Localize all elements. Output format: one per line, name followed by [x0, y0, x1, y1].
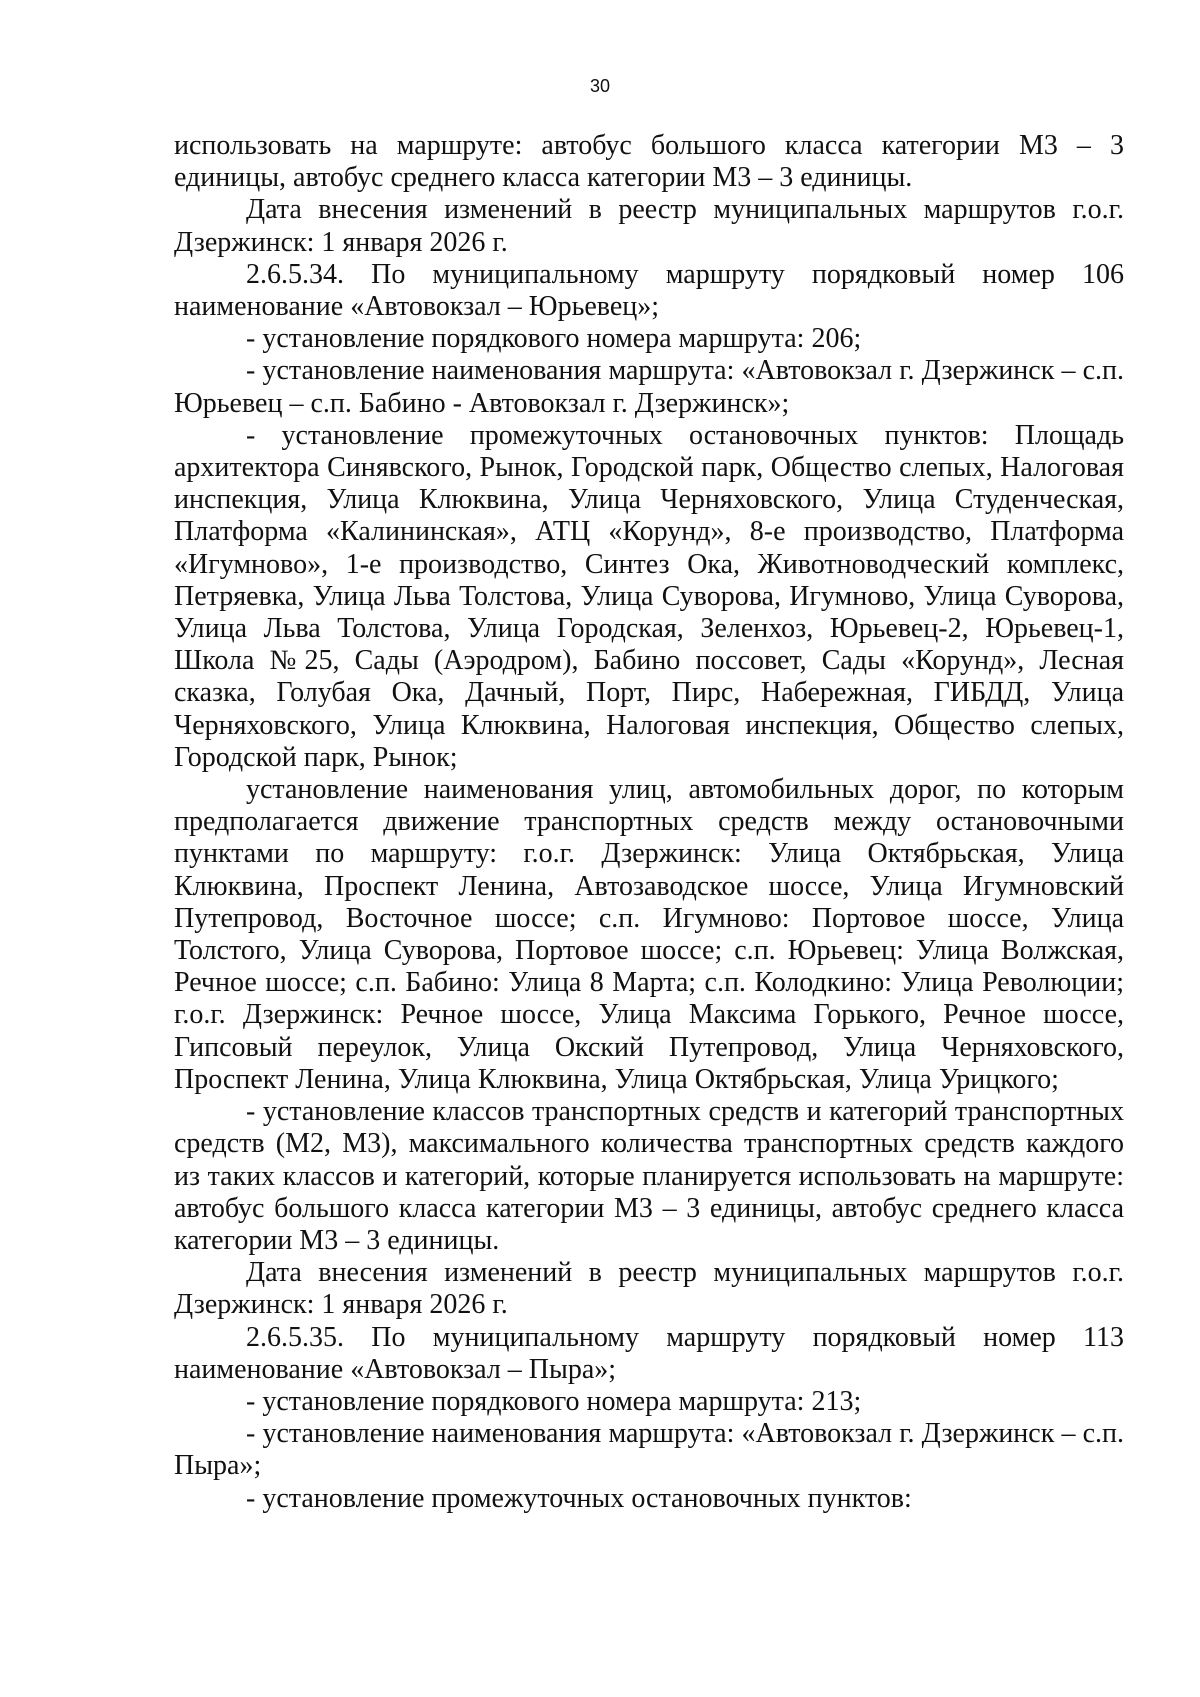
paragraph-vehicle-classes: - установление классов транспортных средств и категорий транспортных средств (М2, М3), максимального количества транспортных средств каждого из таких классов и категорий, которые планируется использовать на маршруте: автобус большого класса категории М3 – 3 единицы, автобус среднего класса категории М3 – 3 единицы. — [174, 1096, 1124, 1256]
paragraph-route-number: - установление порядкового номера маршрута: 206; — [246, 323, 862, 355]
paragraph-route-name: - установление наименования маршрута: «Автовокзал г. Дзержинск – с.п. Юрьевец – с.п. Бабино - Автовокзал г. Дзержинск»; — [174, 355, 1124, 419]
paragraph-route-number-2: - установление порядкового номера маршрута: 213; — [246, 1385, 862, 1417]
paragraph-streets: установление наименования улиц, автомобильных дорог, по которым предполагается движение транспортных средств между остановочными пунктами по маршруту: г.о.г. Дзержинск: Улица Октябрьская, Улица Клюквина, Проспект Ленина, Автозаводское шоссе, Улица Игумновский Путепровод, Восточное шоссе; с.п. Игумново: Портовое шоссе, Улица Толстого, Улица Суворова, Портовое шоссе; с.п. Юрьевец: Улица Волжская, Речное шоссе; с.п. Бабино: Улица 8 Марта; с.п. Колодкино: Улица Революции; г.о.г. Дзержинск: Речное шоссе, Улица Максима Горького, Речное шоссе, Гипсовый переулок, Улица Окский Путепровод, Улица Черняховского, Проспект Ленина, Улица Клюквина, Улица Октябрьская, Улица Урицкого; — [174, 774, 1124, 1095]
document-body — [174, 130, 1124, 1515]
paragraph-route-2-6-5-35: 2.6.5.35. По муниципальному маршруту порядковый номер 113 наименование «Автовокзал – Пыра»; — [174, 1321, 1124, 1385]
page-number: 30 — [589, 76, 611, 96]
paragraph-registry-date: Дата внесения изменений в реестр муниципальных маршрутов г.о.г. Дзержинск: 1 января 2026 г. — [174, 194, 1124, 258]
paragraph-route-2-6-5-34: 2.6.5.34. По муниципальному маршруту порядковый номер 106 наименование «Автовокзал – Юрьевец»; — [174, 258, 1124, 323]
paragraph-registry-date-2: Дата внесения изменений в реестр муниципальных маршрутов г.о.г. Дзержинск: 1 января 2026 г. — [174, 1257, 1124, 1321]
paragraph-route-name-2: - установление наименования маршрута: «Автовокзал г. Дзержинск – с.п. Пыра»; — [174, 1418, 1124, 1482]
paragraph-intermediate-stops-2: - установление промежуточных остановочных пунктов: — [246, 1482, 912, 1514]
paragraph-vehicles-continued: использовать на маршруте: автобус большого класса категории М3 – 3 единицы, автобус среднего класса категории М3 – 3 единицы. — [174, 130, 1124, 194]
paragraph-intermediate-stops: - установление промежуточных остановочных пунктов: Площадь архитектора Синявского, Рынок, Городской парк, Общество слепых, Налоговая инспекция, Улица Клюквина, Улица Черняховского, Улица Студенческая, Платформа «Калининская», АТЦ «Корунд», 8-е производство, Платформа «Игумново», 1-е производство, Синтез Ока, Животноводческий комплекс, Петряевка, Улица Льва Толстова, Улица Суворова, Игумново, Улица Суворова, Улица Льва Толстова, Улица Городская, Зеленхоз, Юрьевец-2, Юрьевец-1, Школа №25, Сады (Аэродром), Бабино поссовет, Сады «Корунд», Лесная сказка, Голубая Ока, Дачный, Порт, Пирс, Набережная, ГИБДД, Улица Черняховского, Улица Клюквина, Налоговая инспекция, Общество слепых, Городской парк, Рынок; — [174, 419, 1124, 773]
